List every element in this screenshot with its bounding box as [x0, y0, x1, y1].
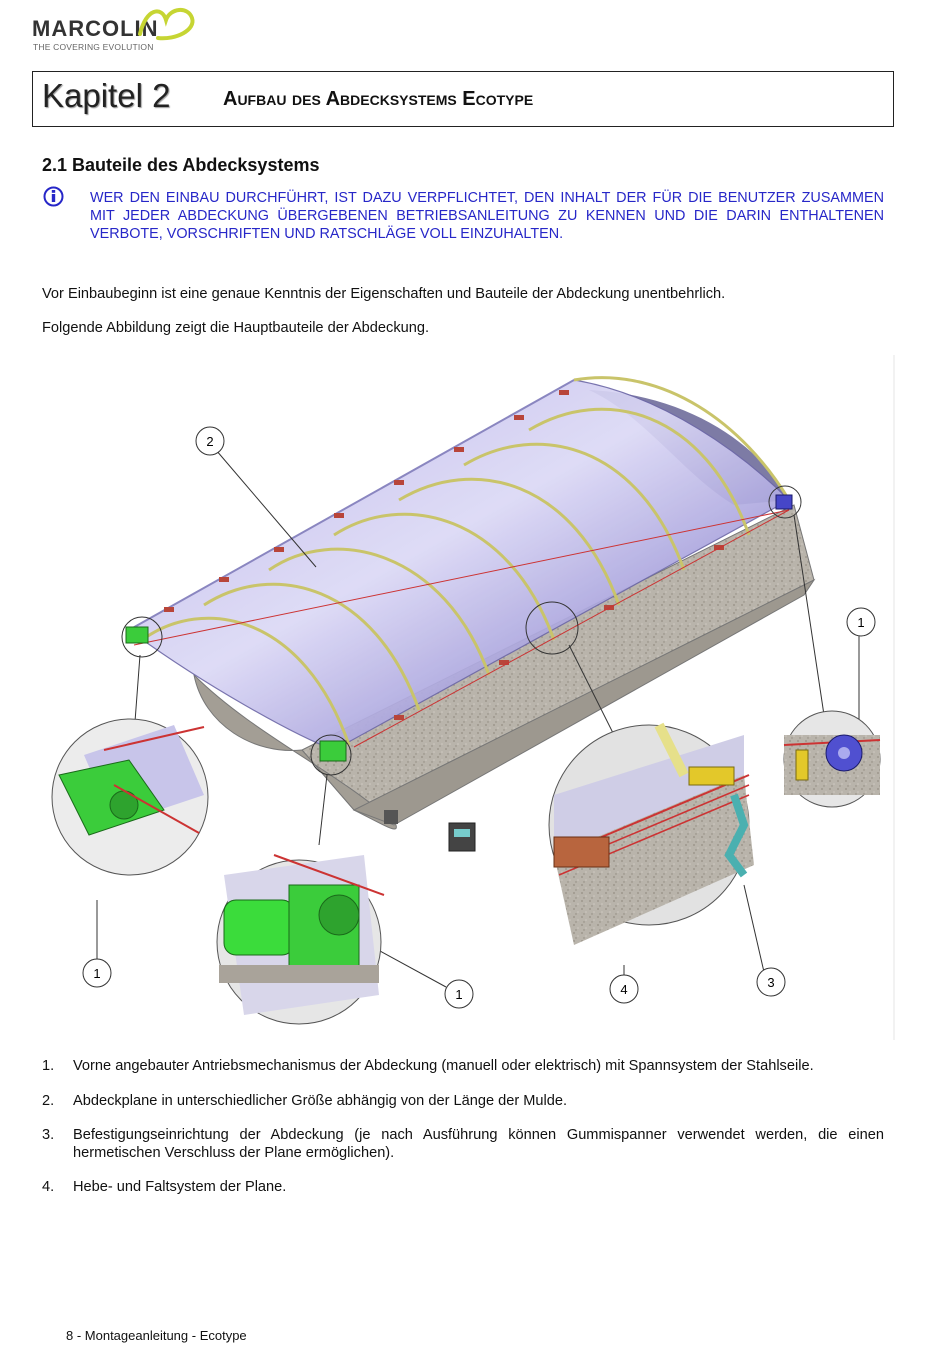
- list-item-number: 1.: [42, 1058, 55, 1074]
- intro-paragraph: Vor Einbaubeginn ist eine genaue Kenntnis der Eigenschaften und Bauteile der Abdeckung unentbehrlich.: [42, 286, 726, 302]
- callout-1-left: [83, 959, 111, 987]
- detail-left-mechanism: [52, 719, 208, 875]
- chapter-label: Kapitel 2: [42, 77, 171, 114]
- callout-1-left-label: 1: [93, 966, 101, 981]
- callout-4: [610, 975, 638, 1003]
- info-icon: [43, 186, 64, 207]
- list-item-text: Befestigungseinrichtung der Abdeckung (je nach Ausführung können Gummispanner verwendet werden, die einen hermetischen Verschluss der Plane ermöglichen).: [73, 1127, 884, 1161]
- marcolin-logo: [32, 4, 197, 52]
- detail-motor-mechanism: [217, 855, 384, 1024]
- figure-intro-paragraph: Folgende Abbildung zeigt die Hauptbauteile der Abdeckung.: [42, 320, 430, 336]
- detail-right-pulley: [784, 711, 880, 807]
- logo-tagline: THE COVERING EVOLUTION: [33, 42, 154, 52]
- callout-2: [196, 427, 224, 455]
- callout-1-top: [847, 608, 875, 636]
- list-item-number: 4.: [42, 1179, 55, 1195]
- chapter-title: Aufbau des Abdecksystems Ecotype: [223, 88, 534, 110]
- list-item-text: Abdeckplane in unterschiedlicher Größe abhängig von der Länge der Mulde.: [73, 1093, 568, 1109]
- callout-1-bottom: [445, 980, 473, 1008]
- logo-swoosh-icon: [136, 4, 198, 44]
- callout-1-top-label: 1: [857, 615, 865, 630]
- list-item-number: 3.: [42, 1127, 55, 1143]
- callout-1-bottom-label: 1: [455, 987, 463, 1002]
- callout-3: [757, 968, 785, 996]
- section-heading: 2.1 Bauteile des Abdecksystems: [42, 155, 320, 175]
- list-item-text: Hebe- und Faltsystem der Plane.: [73, 1179, 287, 1195]
- list-item-text: Vorne angebauter Antriebsmechanismus der Abdeckung (manuell oder elektrisch) mit Spannsystem der Stahlseile.: [73, 1058, 814, 1074]
- callout-2-label: 2: [206, 434, 214, 449]
- cover-system-illustration: [44, 355, 896, 1040]
- callout-4-label: 4: [620, 982, 628, 997]
- callout-3-label: 3: [767, 975, 775, 990]
- detail-fastening: [549, 725, 754, 945]
- page-footer: 8 - Montageanleitung - Ecotype: [66, 1328, 247, 1343]
- logo-wordmark: MARCOLIN: [32, 16, 159, 41]
- chapter-header: [32, 71, 894, 127]
- list-item-number: 2.: [42, 1093, 55, 1109]
- warning-notice: WER DEN EINBAU DURCHFÜHRT, IST DAZU VERPFLICHTET, DEN INHALT DER FÜR DIE BENUTZER ZUSAMMEN MIT JEDER ABDECKUNG ÜBERGEBENEN BETRIEBSANLEITUNG ZU KENNEN UND DIE DARIN ENTHALTENEN VERBOTE, VORSCHRIFTEN UND RATSCHLÄGE VOLL EINZUHALTEN.: [90, 190, 884, 242]
